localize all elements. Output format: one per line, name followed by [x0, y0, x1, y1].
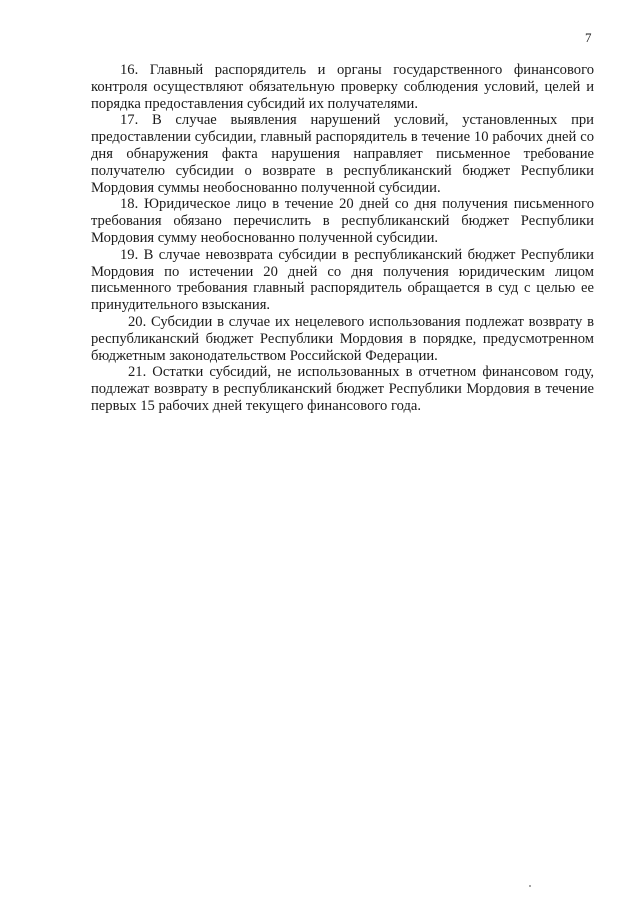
scan-speck	[529, 885, 531, 887]
paragraph-18: 18. Юридическое лицо в течение 20 дней со дня получения письменного требования обязано перечислить в республиканский бюджет Республики Мордовия сумму необоснованно полученной субсидии.	[91, 196, 594, 246]
paragraph-19: 19. В случае невозврата субсидии в республиканский бюджет Республики Мордовия по истечении 20 дней со дня получения юридическим лицом письменного требования главный распорядитель обращается в суд с целью ее принудительного взыскания.	[91, 246, 594, 314]
document-body	[91, 62, 594, 415]
paragraph-16: 16. Главный распорядитель и органы государственного финансового контроля осуществляют обязательную проверку соблюдения условий, целей и порядка предоставления субсидий их получателями.	[91, 62, 594, 112]
paragraph-17: 17. В случае выявления нарушений условий, установленных при предоставлении субсидии, главный распорядитель в течение 10 рабочих дней со дня обнаружения факта нарушения направляет письменное требование получателю субсидии о возврате в республиканский бюджет Республики Мордовия суммы необоснованно полученной субсидии.	[91, 112, 594, 196]
page-number: 7	[585, 30, 592, 45]
paragraph-20: 20. Субсидии в случае их нецелевого использования подлежат возврату в республиканский бюджет Республики Мордовия в порядке, предусмотренном бюджетным законодательством Российской Федерации.	[91, 313, 594, 364]
paragraph-21: 21. Остатки субсидий, не использованных в отчетном финансовом году, подлежат возврату в республиканский бюджет Республики Мордовия в течение первых 15 рабочих дней текущего финансового года.	[91, 364, 594, 414]
